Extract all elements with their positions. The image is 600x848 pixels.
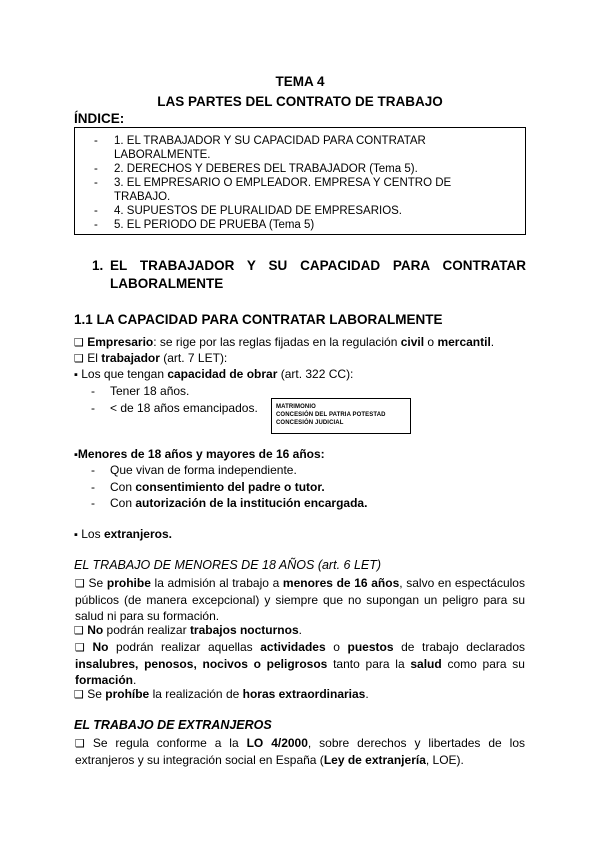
index-dash: - [94,135,98,147]
section-1-1-title: 1.1 LA CAPACIDAD PARA CONTRATAR LABORALMENTE [74,312,443,327]
section-1-title-line2: LABORALMENTE [110,276,224,291]
sub-item-18: Tener 18 años. [110,384,190,398]
bullet-empresario: ❑ Empresario: se rige por las reglas fijadas en la regulación civil o mercantil. [74,335,495,349]
index-item-2: 2. DERECHOS Y DEBERES DEL TRABAJADOR (Tema 5). [114,163,418,175]
sub-dash: - [91,384,95,398]
page-title: LAS PARTES DEL CONTRATO DE TRABAJO [157,94,443,109]
bullet-extranjeros: ▪ Los extranjeros. [74,527,172,541]
index-dash: - [94,177,98,189]
menores-paragraph-3: ❑ No podrán realizar aquellas actividades o puestos de trabajo declarados insalubres, penosos, nocivos o peligrosos tanto para la salud como para su formación. [75,640,526,687]
sub-dash: - [91,480,95,494]
extranjeros-paragraph-1: ❑ Se regula conforme a la LO 4/2000, sobre derechos y libertades de los extranjeros y su integración social en España (Ley de extranjería, LOE). [75,736,525,767]
menores-item-2: Con consentimiento del padre o tutor. [110,480,325,494]
menores-paragraph-1: ❑ Se prohibe la admisión al trabajo a menores de 16 años, salvo en espectáculos públicos (de manera excepcional) y siempre que no supongan un peligro para su salud ni para su formación. [75,576,525,623]
index-dash: - [94,163,98,175]
section-1-title-line1: EL TRABAJADOR Y SU CAPACIDAD PARA CONTRATAR [110,258,526,273]
index-dash: - [94,205,98,217]
index-dash: - [94,219,98,231]
bullet-capacidad: ▪ Los que tengan capacidad de obrar (art. 322 CC): [74,367,354,381]
extranjeros-section-title: EL TRABAJO DE EXTRANJEROS [74,718,272,732]
emancipation-box: MATRIMONIO CONCESIÓN DEL PATRIA POTESTAD CONCESIÓN JUDICIAL [271,398,411,434]
index-item-3: 3. EL EMPRESARIO O EMPLEADOR. EMPRESA Y CENTRO DE TRABAJO. [114,177,452,203]
tema-number: TEMA 4 [275,74,325,89]
indice-label: ÍNDICE: [74,111,125,126]
menores-item-1: Que vivan de forma independiente. [110,463,297,477]
menores-item-3: Con autorización de la institución encargada. [110,496,368,510]
sub-dash: - [91,463,95,477]
bullet-menores: ▪Menores de 18 años y mayores de 16 años: [74,447,325,461]
sub-dash: - [91,401,95,415]
bullet-trabajador: ❑ El trabajador (art. 7 LET): [74,351,228,365]
index-item-5: 5. EL PERIODO DE PRUEBA (Tema 5) [114,219,315,231]
sub-dash: - [91,496,95,510]
index-item-4: 4. SUPUESTOS DE PLURALIDAD DE EMPRESARIOS. [114,205,403,217]
sub-item-emancipados: < de 18 años emancipados. [110,401,258,415]
section-1-number: 1. [92,258,104,273]
menores-section-title: EL TRABAJO DE MENORES DE 18 AÑOS (art. 6 LET) [74,558,382,572]
menores-paragraph-2: ❑ No podrán realizar trabajos nocturnos. [74,623,302,637]
menores-paragraph-4: ❑ Se prohíbe la realización de horas extraordinarias. [74,687,369,701]
index-item-1: 1. EL TRABAJADOR Y SU CAPACIDAD PARA CONTRATAR LABORALMENTE. [114,135,426,161]
